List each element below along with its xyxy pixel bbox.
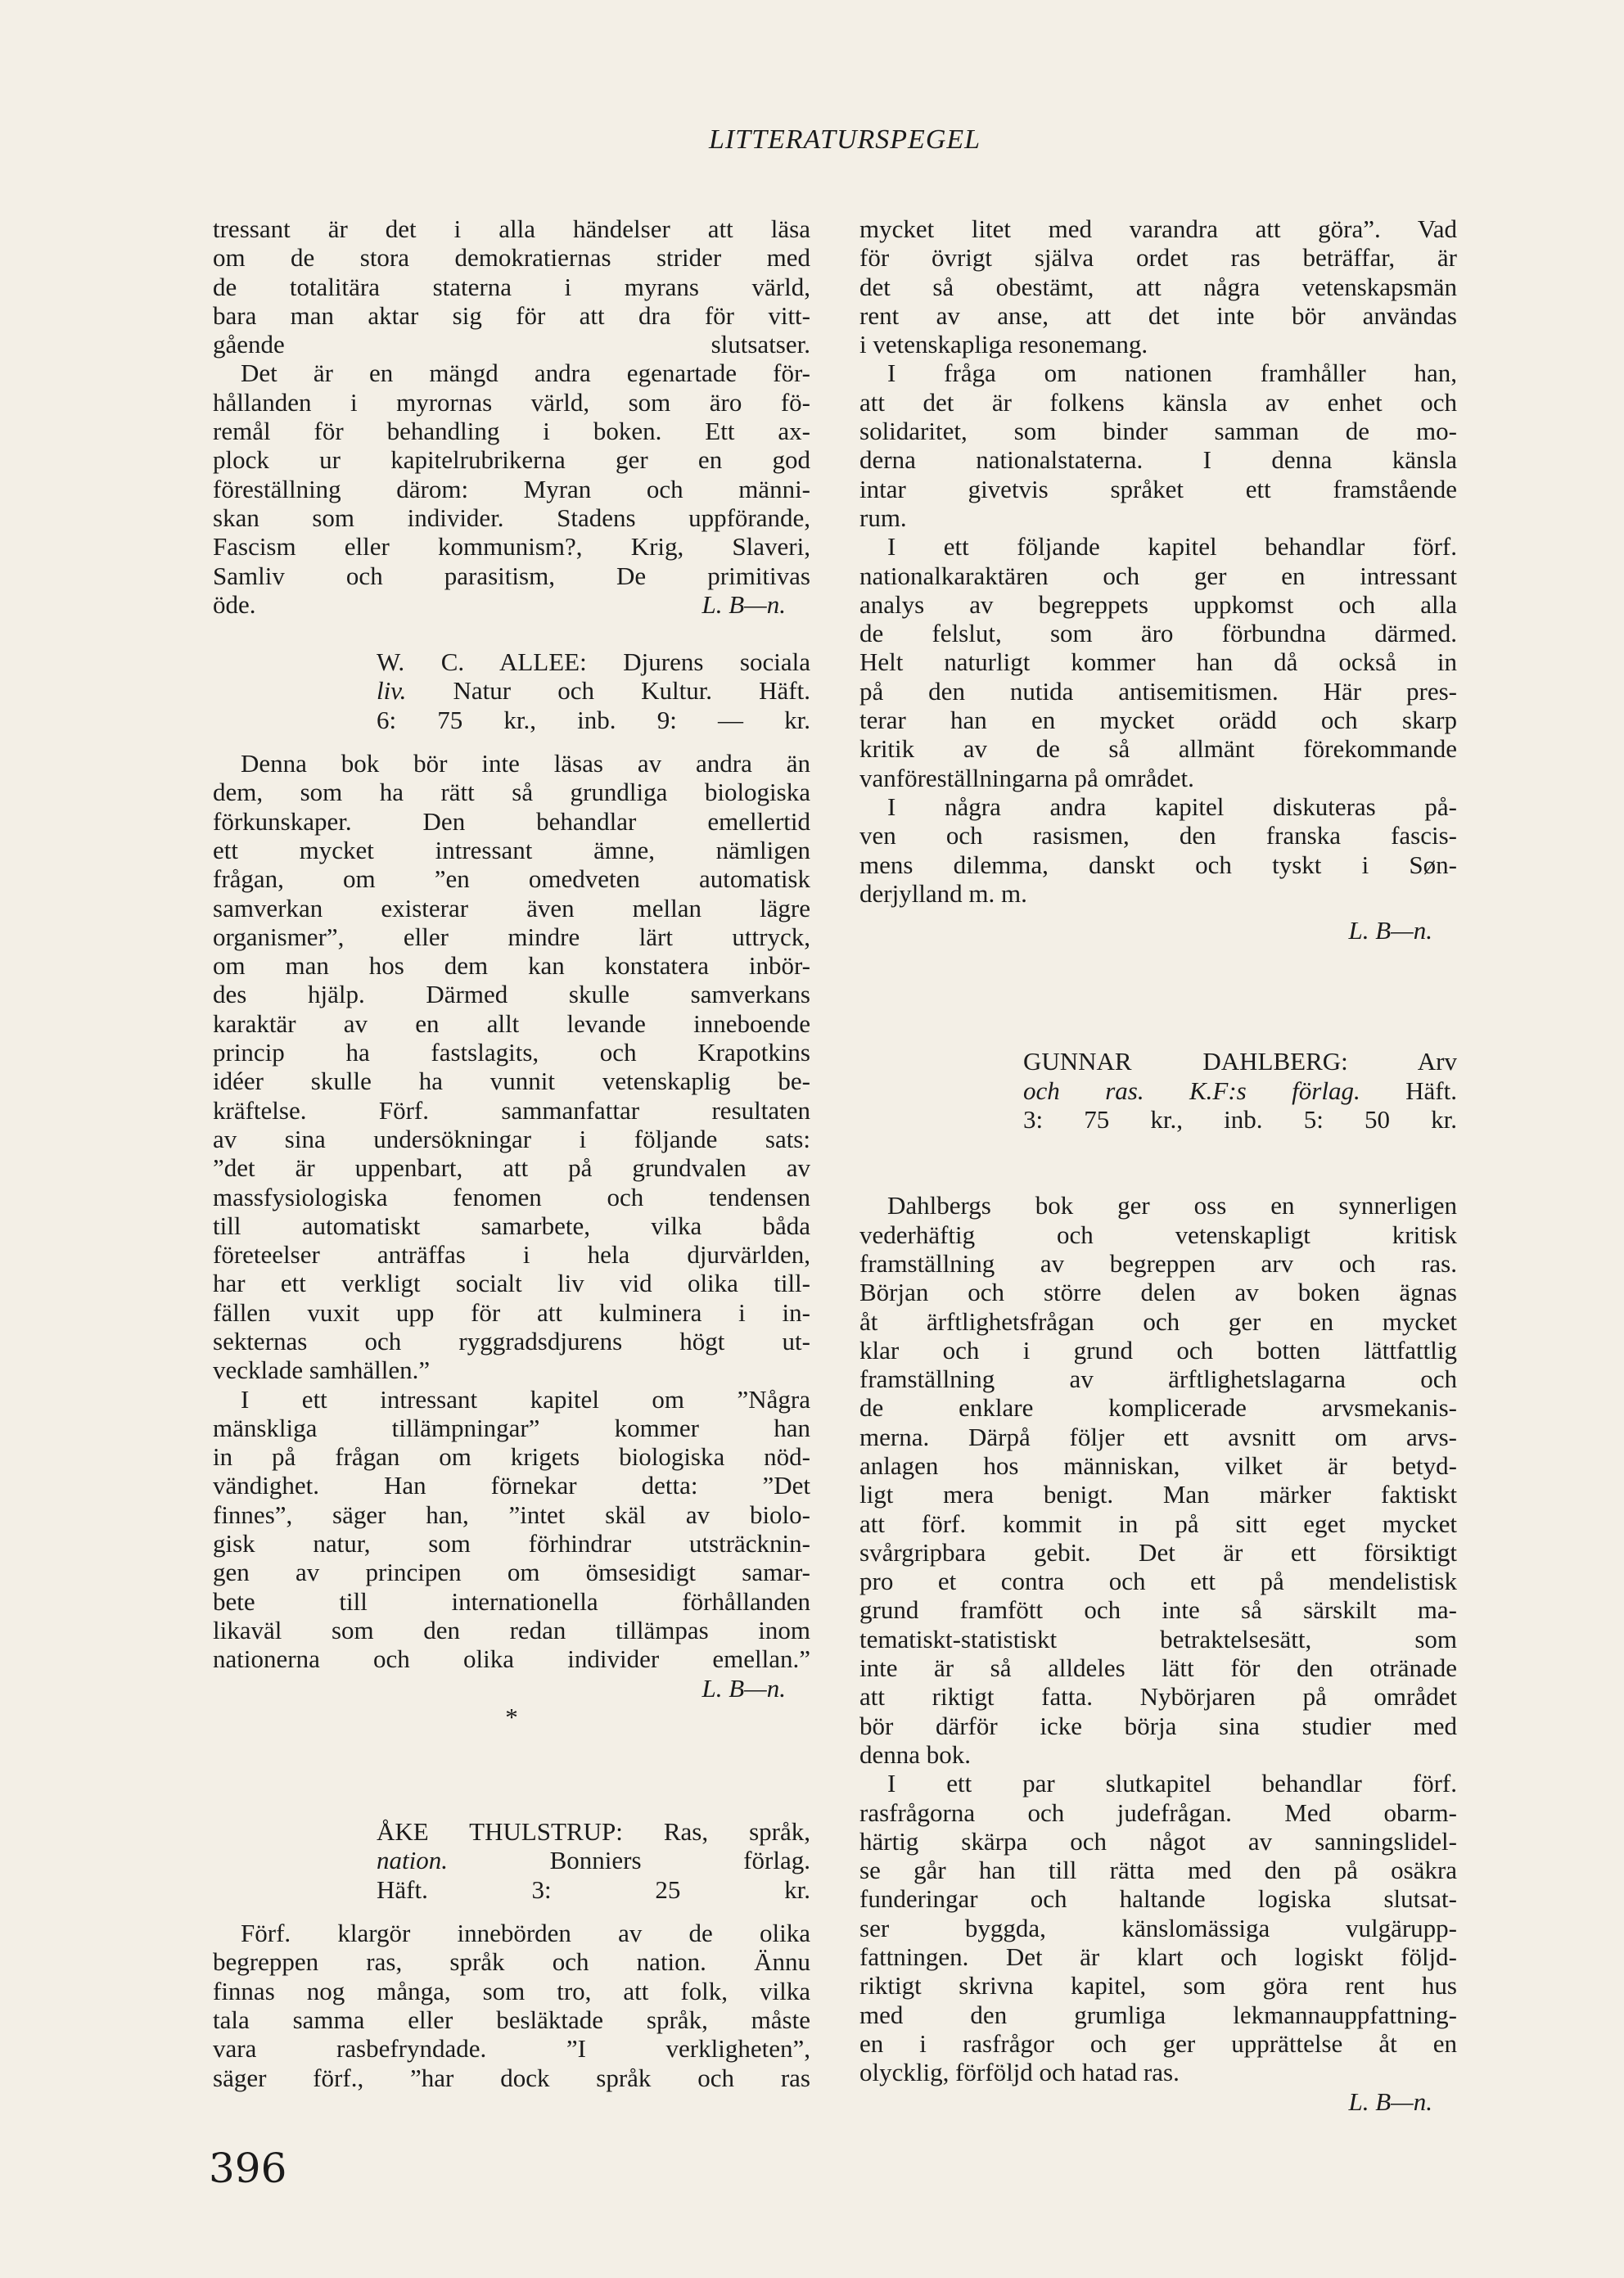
text-line: framställning av ärftlighetslagarna och <box>859 1365 1457 1394</box>
text-line: fällen vuxit upp för att kulminera i in- <box>213 1297 810 1327</box>
review-heading-line: GUNNAR DAHLBERG: Arv <box>1023 1047 1457 1076</box>
paragraph <box>859 359 1457 503</box>
text-line: mänskliga tillämpningar” kommer han <box>213 1413 810 1442</box>
paragraph <box>213 1385 810 1674</box>
text-line: nationalkaraktären och ger en intressant <box>859 561 1457 590</box>
text-line: se går han till rätta med den på osäkra <box>859 1856 1457 1885</box>
text-line: kritik av de så allmänt förekommande <box>859 734 1457 764</box>
text-line: des hjälp. Därmed skulle samverkans <box>213 980 810 1009</box>
section-asterisk: * <box>505 1702 518 1731</box>
text-line: vara rasbefryndade. ”I verkligheten”, <box>213 2034 810 2064</box>
paragraph-last-line: rum. <box>859 503 907 532</box>
paragraph-last-line: i vetenskapliga resonemang. <box>859 330 1148 359</box>
text-line: för övrigt själva ordet ras beträffar, är <box>859 243 1457 273</box>
text-line: terar han en mycket orädd och skarp <box>859 706 1457 735</box>
text-line: kräftelse. Förf. sammanfattar resultaten <box>213 1095 810 1125</box>
text-line: in på frågan om krigets biologiska nöd- <box>213 1442 810 1472</box>
text-line: det så obestämt, att några vetenskapsmän <box>859 272 1457 301</box>
text-line: om man hos dem kan konstatera inbör- <box>213 951 810 981</box>
text-line: begreppen ras, språk och nation. Ännu <box>213 1947 810 1977</box>
text-line: inte är så alldeles lätt för den otränade <box>859 1653 1457 1683</box>
text-line: härtig skärpa och något av sanningslidel- <box>859 1826 1457 1856</box>
paragraph <box>213 1919 810 2092</box>
text-line: de felslut, som äro förbundna därmed. <box>859 619 1457 648</box>
text-line: idéer skulle ha vunnit vetenskaplig be- <box>213 1067 810 1096</box>
review-heading <box>213 647 810 734</box>
text-line: ven och rasismen, den franska fascis- <box>859 821 1457 850</box>
review-heading-line: 3: 75 kr., inb. 5: 50 kr. <box>1023 1105 1457 1134</box>
signature: L. B—n. <box>1348 916 1432 945</box>
paragraph <box>213 214 810 359</box>
review-heading-line: Häft. 3: 25 kr. <box>377 1874 810 1904</box>
text-line: ett mycket intressant ämne, nämligen <box>213 835 810 864</box>
paragraph <box>859 532 1457 763</box>
text-line: funderingar och haltande logiska slutsat- <box>859 1884 1457 1914</box>
text-line: på den nutida antisemitismen. Här pres- <box>859 676 1457 706</box>
text-line: organismer”, eller mindre lärt uttryck, <box>213 922 810 951</box>
text-line: ”det är uppenbart, att på grundvalen av <box>213 1153 810 1183</box>
text-line: intar givetvis språket ett framstående <box>859 474 1457 503</box>
review-heading-line: 6: 75 kr., inb. 9: — kr. <box>377 705 810 734</box>
text-line: princip ha fastslagits, och Krapotkins <box>213 1038 810 1067</box>
text-line: företeelser anträffas i hela djurvärlden, <box>213 1240 810 1270</box>
text-line: dem, som ha rätt så grundliga biologiska <box>213 778 810 807</box>
paragraph-last-line: vecklade samhällen.” <box>213 1356 431 1385</box>
text-line: bete till internationella förhållanden <box>213 1586 810 1616</box>
text-line: har ett verkligt socialt liv vid olika till- <box>213 1269 810 1298</box>
text-line: att det är folkens känsla av enhet och <box>859 387 1457 417</box>
text-line: förkunskaper. Den behandlar emellertid <box>213 806 810 836</box>
text-line: de enklare komplicerade arvsmekanis- <box>859 1393 1457 1423</box>
text-line: samverkan existerar även mellan lägre <box>213 893 810 922</box>
text-line: I ett intressant kapitel om ”Några <box>241 1384 810 1414</box>
paragraph <box>213 749 810 1356</box>
text-line: solidaritet, som binder samman de mo- <box>859 417 1457 446</box>
paragraph-last-line: olycklig, förföljd och hatad ras. <box>859 2058 1180 2087</box>
text-line: med den grumliga lekmannauppfattning- <box>859 2000 1457 2029</box>
text-line: tala samma eller besläktade språk, måste <box>213 2005 810 2034</box>
text-line: bara man aktar sig för att dra för vitt- <box>213 300 810 330</box>
text-line: ser byggda, känslomässiga vulgärupp- <box>859 1913 1457 1942</box>
text-line: merna. Därpå följer ett avsnitt om arvs- <box>859 1422 1457 1451</box>
text-line: vederhäftig och vetenskapligt kritisk <box>859 1220 1457 1249</box>
text-line: Det är en mängd andra egenartade för- <box>241 359 810 388</box>
paragraph <box>859 1769 1457 2058</box>
paragraph <box>859 792 1457 879</box>
paragraph <box>859 214 1457 330</box>
text-line: anlagen hos människan, vilket är betyd- <box>859 1450 1457 1480</box>
text-line: tressant är det i alla händelser att läsa <box>213 214 810 243</box>
text-line: till automatiskt samarbete, vilka båda <box>213 1211 810 1240</box>
text-line: gen av principen om ömsesidigt samar- <box>213 1558 810 1587</box>
text-line: framställning av begreppen arv och ras. <box>859 1248 1457 1278</box>
review-heading-line: liv. Natur och Kultur. Häft. <box>377 676 810 706</box>
text-line: gisk natur, som förhindrar utsträcknin- <box>213 1529 810 1559</box>
text-line: plock ur kapitelrubrikerna ger en god <box>213 445 810 475</box>
review-heading-line: ÅKE THULSTRUP: Ras, språk, <box>377 1817 810 1847</box>
paragraph <box>859 1191 1457 1740</box>
running-head: LITTERATURSPEGEL <box>708 124 981 155</box>
paragraph-last-line: derjylland m. m. <box>859 878 1027 908</box>
text-line: sekternas och ryggradsdjurens högt ut- <box>213 1326 810 1356</box>
text-line: hållanden i myrornas värld, som äro fö- <box>213 387 810 417</box>
text-line: fattningen. Det är klart och logiskt följd- <box>859 1942 1457 1972</box>
text-line: derna nationalstaterna. I denna känsla <box>859 445 1457 475</box>
text-line: massfysiologiska fenomen och tendensen <box>213 1182 810 1211</box>
text-line: Fascism eller kommunism?, Krig, Slaveri, <box>213 532 810 562</box>
text-line: analys av begreppets uppkomst och alla <box>859 589 1457 619</box>
text-line: rasfrågorna och judefrågan. Med obarm- <box>859 1798 1457 1827</box>
paragraph-last-line: vanföreställningarna på området. <box>859 763 1194 792</box>
text-line: frågan, om ”en omedveten automatisk <box>213 864 810 894</box>
text-line: finnas nog många, som tro, att folk, vilka <box>213 1976 810 2005</box>
text-line: skan som individer. Stadens uppförande, <box>213 503 810 532</box>
text-line: I fråga om nationen framhåller han, <box>887 359 1457 388</box>
text-line: Början och större delen av boken ägnas <box>859 1278 1457 1307</box>
text-line: mens dilemma, danskt och tyskt i Søn- <box>859 850 1457 879</box>
paragraph <box>213 359 810 589</box>
review-heading <box>859 1047 1457 1134</box>
text-line: ligt mera benigt. Man märker faktiskt <box>859 1480 1457 1509</box>
text-line: karaktär av en allt levande inneboende <box>213 1008 810 1038</box>
text-line: vändighet. Han förnekar detta: ”Det <box>213 1471 810 1500</box>
text-line: I ett par slutkapitel behandlar förf. <box>887 1769 1457 1798</box>
text-line: I ett följande kapitel behandlar förf. <box>887 532 1457 562</box>
paragraph-last-line: denna bok. <box>859 1739 972 1769</box>
signature: L. B—n. <box>701 589 786 619</box>
text-line: rent av anse, att det inte bör användas <box>859 300 1457 330</box>
text-line: av sina undersökningar i följande sats: <box>213 1124 810 1153</box>
text-line: att förf. kommit in på sitt eget mycket <box>859 1509 1457 1538</box>
text-line: riktigt skrivna kapitel, som göra rent hus <box>859 1971 1457 2001</box>
paragraph-end-with-signature <box>213 590 810 619</box>
text-line: mycket litet med varandra att göra”. Vad <box>859 214 1457 243</box>
signature: L. B—n. <box>701 1673 786 1703</box>
signature: L. B—n. <box>1348 2086 1432 2116</box>
text-line: föreställning därom: Myran och männi- <box>213 474 810 503</box>
text-line: nationerna och olika individer emellan.” <box>213 1644 810 1674</box>
text-line: I några andra kapitel diskuteras på- <box>887 792 1457 821</box>
text-line: bör därför icke börja sina studier med <box>859 1711 1457 1740</box>
text-line: att riktigt fatta. Nybörjaren på området <box>859 1682 1457 1712</box>
text-line: Samliv och parasitism, De primitivas <box>213 561 810 590</box>
text-line: Denna bok bör inte läsas av andra än <box>241 749 810 778</box>
text-line: Dahlbergs bok ger oss en synnerligen <box>887 1191 1457 1220</box>
text-line: tematiskt-statistiskt betraktelsesätt, som <box>859 1624 1457 1653</box>
review-heading <box>213 1817 810 1904</box>
review-heading-line: nation. Bonniers förlag. <box>377 1846 810 1875</box>
text-line: svårgripbara gebit. Det är ett försiktigt <box>859 1537 1457 1567</box>
left-column <box>213 214 810 2092</box>
text-line: finnes”, säger han, ”intet skäl av biolo- <box>213 1500 810 1529</box>
text-line: säger förf., ”har dock språk och ras <box>213 2063 810 2092</box>
review-heading-line: och ras. K.F:s förlag. Häft. <box>1023 1076 1457 1105</box>
text-line: pro et contra och ett på mendelistisk <box>859 1567 1457 1596</box>
text-line: åt ärftlighetsfrågan och ger en mycket <box>859 1306 1457 1336</box>
text-line: remål för behandling i boken. Ett ax- <box>213 417 810 446</box>
text-line: de totalitära staterna i myrans värld, <box>213 272 810 301</box>
text-line: klar och i grund och botten lättfattlig <box>859 1335 1457 1365</box>
text-line: grund framfött och inte så särskilt ma- <box>859 1595 1457 1625</box>
text-line: likaväl som den redan tillämpas inom <box>213 1615 810 1644</box>
paragraph-last-line: öde. <box>213 589 256 619</box>
text-line: en i rasfrågor och ger upprättelse åt en <box>859 2028 1457 2058</box>
text-line: Förf. klargör innebörden av de olika <box>241 1919 810 1948</box>
page-number: 396 <box>209 2145 287 2192</box>
review-heading-line: W. C. ALLEE: Djurens sociala <box>377 647 810 677</box>
right-column <box>859 214 1457 2116</box>
text-line: Helt naturligt kommer han då också in <box>859 647 1457 677</box>
text-line: gående slutsatser. <box>213 330 810 359</box>
text-line: om de stora demokratiernas strider med <box>213 243 810 273</box>
